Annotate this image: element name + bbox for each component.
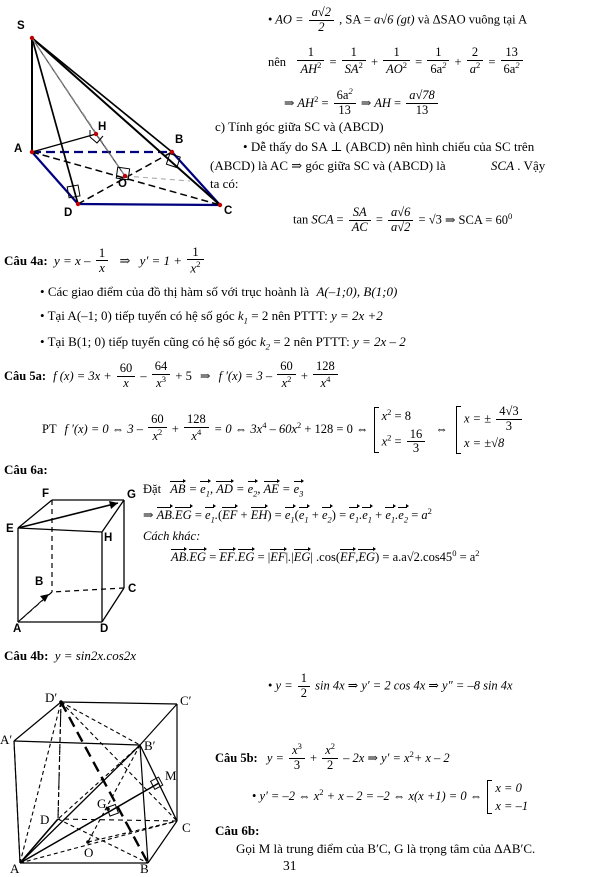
num-13: 13	[501, 46, 523, 61]
vec-EF-3: EF	[270, 550, 286, 565]
vec-EH: EH	[250, 507, 268, 522]
cau5a-pt-x2: $x^2$	[152, 426, 163, 443]
cau4a-num1: 1	[96, 246, 109, 261]
cube2-label-Bp: B′	[144, 738, 156, 753]
cau4a-heading: Câu 4a:	[4, 253, 48, 269]
cau6b-text: Gọi M là trung điểm của B′C, G là trọng tâm của ΔAB′C.	[236, 841, 536, 856]
cube2-DpCp	[61, 702, 177, 704]
ao-den: 2	[318, 19, 325, 34]
bullet-ao: •	[268, 12, 273, 27]
bullet-dot-3: •	[40, 333, 45, 349]
pyramid-diagram	[0, 0, 250, 235]
tan-lead: tan SCA	[293, 212, 334, 227]
bracket-rows-2	[461, 406, 524, 454]
cau5a-pt-zero: = 0 ⇔ $3x^4$	[213, 419, 267, 437]
bracket-rows-5b	[492, 780, 528, 814]
cube2-label-Dp: D′	[45, 690, 58, 705]
cube-diagram-2	[0, 690, 205, 875]
tan-ac: AC	[351, 219, 368, 234]
edge-DC	[78, 204, 220, 205]
cau6a-heading: Câu 6a:	[4, 462, 48, 477]
cau5a-16: 16	[407, 428, 426, 443]
cau4a-yprime: y′ = 1 +	[139, 253, 183, 269]
vec-EF-1: EF	[222, 507, 238, 522]
cau5a-frac-60-x2	[277, 360, 296, 390]
nen-word: nên	[268, 54, 287, 69]
line-ah-result	[284, 87, 600, 117]
tan-a2: a√2	[391, 219, 411, 234]
vertex-dot-B	[170, 150, 174, 154]
vec-EG-3: EG	[237, 550, 255, 565]
ah2-1: $AH^2$	[300, 59, 322, 76]
cau5a-pt-label: PT	[42, 422, 57, 437]
formula-block-ao-ah	[268, 6, 600, 117]
frac-sa-ac	[349, 206, 371, 234]
cau5a-pt-frac60	[148, 413, 167, 443]
vertex-label-D: D	[64, 207, 73, 219]
sao-right-note: và ΔSAO vuông tại A	[417, 12, 528, 27]
cube2-CD-dashed	[58, 819, 177, 821]
num-a78: a√78	[406, 89, 438, 104]
cau6b-heading: Câu 6b:	[215, 823, 260, 838]
cau4a-frac2	[187, 245, 203, 275]
cau5a-mid-iff: ⇔	[435, 422, 448, 437]
implies-2: ⇒	[360, 95, 372, 110]
vertex-label-S: S	[17, 20, 25, 32]
cos-label: .cos	[316, 550, 336, 565]
cau5a-pt-mid: – $60x^2$	[269, 419, 302, 437]
cau4a-b3-text: Tại B(1; 0) tiếp tuyến cũng có hệ số góc	[47, 333, 257, 349]
section-cau4b	[4, 648, 136, 664]
cau5a-plus5: + 5	[175, 368, 192, 383]
cau5a-pt-128: 128	[184, 413, 209, 428]
vec-e3: $e_3$	[293, 482, 304, 499]
cau5a-pt-f: f ′(x) = 0 ⇔ 3 –	[64, 422, 144, 437]
vec-AB-1: AB	[170, 482, 186, 496]
cau5a-fx: f (x) = 3x +	[53, 368, 112, 383]
cau5b-x2: $x^2$	[322, 742, 338, 759]
cube1-label-B: B	[35, 576, 44, 588]
frac-a6-a2	[388, 206, 413, 234]
cau5b-frac-x2-2	[322, 742, 338, 772]
vec-AB-2: AB	[156, 507, 172, 522]
vertex-dot-S	[30, 36, 34, 40]
sa2: $SA^2$	[344, 59, 363, 76]
cau6a-vector-block	[143, 480, 600, 565]
cau4a-b2-text: Tại A(–1; 0) tiếp tuyến có hệ số góc	[47, 308, 235, 324]
dot-product-line: ⇒ $AB.EG = e_1.(EF + EH) = e_1(e_1 + e_2) = e_1.e_1 + e_1.e_2 = a^2$	[143, 505, 432, 525]
vec-e1-5: $e_1$	[349, 507, 360, 525]
cau4b-sin-expr: sin 4x ⇒ y′ = 2 cos 4x ⇒ y″ = –8 sin 4x	[315, 678, 513, 693]
cach-khac-label: Cách khác:	[143, 529, 201, 544]
cau5a-fpx: f ′(x) = 3 –	[218, 368, 273, 383]
cau4a-k2: $k_2 = 2$	[259, 333, 291, 352]
vertex-label-B: B	[175, 134, 184, 146]
vertex-dot-D	[76, 202, 80, 206]
cau4a-eqn2: y = 2x – 2	[352, 333, 406, 349]
cau5b-sol1: x = 0	[495, 780, 522, 795]
c-line2-wrap	[210, 157, 600, 175]
cube1-label-H: H	[104, 532, 113, 544]
cau5a-den3: 3	[505, 418, 513, 433]
vertex-label-A: A	[14, 143, 23, 155]
cube2-BpB	[140, 745, 148, 863]
vec-EG-5: EG	[358, 550, 376, 565]
ah2-lhs: $AH^2$	[297, 93, 319, 110]
ao-fraction	[309, 6, 334, 34]
cau4a-b1-text: Các giao điểm của đồ thị hàm số với trục hoành là	[47, 284, 310, 300]
cau5a-bracket2	[456, 406, 524, 454]
cau5a-60: 60	[117, 362, 136, 377]
eq-2: =	[394, 95, 402, 110]
cau5a-pt-x4: $x^4$	[191, 426, 202, 443]
vec-EF-4: EF	[340, 550, 356, 565]
vec-e1-1: $e_1$	[200, 482, 210, 499]
cau5a-frac-4r3-3	[496, 405, 521, 433]
dot-O	[86, 840, 90, 844]
alt-result: = $a^2$	[459, 548, 480, 565]
sa-label: , SA =	[339, 12, 371, 27]
cau5a-x3: $x^3$	[156, 373, 166, 390]
frac-6a2-13	[334, 87, 356, 117]
cube2-Dp-C	[61, 702, 177, 821]
edge-O-aux	[125, 176, 190, 181]
vec-AB-3: AB	[171, 550, 187, 565]
cube1-label-E: E	[6, 523, 14, 535]
res-a2-1: $a^2$	[421, 505, 432, 522]
cau5a-heading: Câu 5a:	[4, 368, 47, 383]
vertex-label-C: C	[224, 205, 233, 217]
cau5b-b2: y′ = –2 ⇔ $x^2 + x - 2 = -2$ ⇔ x(x +1) = 0 ⇔	[259, 786, 483, 803]
bullet-5b: •	[252, 788, 257, 803]
frac-a78-13	[406, 89, 438, 117]
frac-2-a2	[467, 46, 484, 76]
cube1-arrow-EG	[109, 501, 118, 509]
cau5b-plus: +	[310, 750, 318, 765]
cau4a-eqn1: y = 2x +2	[330, 308, 383, 324]
cube2-O-C	[88, 821, 177, 842]
line-tan-sca: tan SCA = $\frac{SA}{AC}$ = $\frac{a√6}{a√2}$ = √3 ⇒ SCA = $60^0$	[293, 205, 513, 234]
c-line2c: . Vậy	[517, 158, 546, 174]
cube1-CB-dashed	[52, 588, 124, 592]
cau5a-x2: $x^2$	[281, 373, 292, 390]
bullet-dot-2: •	[40, 308, 45, 324]
cube2-label-A: A	[10, 861, 20, 876]
edge-SB-front	[32, 38, 172, 152]
cau5b-frac-x3-3	[289, 742, 305, 772]
one-1: 1	[297, 46, 324, 61]
cau4a-y: y = x –	[53, 253, 91, 269]
dot-Dp	[59, 700, 63, 704]
cube2-label-B: B	[140, 861, 149, 876]
vec-e1-4: $e_1$	[298, 507, 309, 525]
den-6a2: $6a^2$	[430, 59, 447, 76]
one-4: 1	[427, 46, 449, 61]
tan-result: ⇒ SCA = $60^0$	[444, 210, 513, 227]
cau5a-frac-64-x3	[152, 360, 171, 390]
cau4a-bullet1	[40, 284, 474, 300]
cau5a-pt-end: + 128 = 0 ⇔	[304, 422, 369, 437]
cau5a-frac-60-x	[117, 362, 136, 390]
cau5b-3: 3	[293, 757, 301, 772]
cube-diagram-1	[0, 470, 150, 635]
cau5a-br1a: $x^2 = 8$	[381, 406, 411, 423]
bracket-rows-1	[379, 406, 428, 456]
cau5a-frac-128-x4	[313, 360, 338, 390]
cube1-label-C: C	[128, 583, 137, 595]
cube2-label-D: D	[40, 812, 50, 827]
cube2-label-Ap: A′	[0, 732, 13, 747]
cau5b-x3: $x^3$	[289, 742, 305, 759]
line-ao-sa	[268, 6, 600, 34]
line-nen-ah: nên $\frac{1}{AH^2}$ = $\frac{1}{SA^2}$ + $\frac{1}{AO^2}$ = $\frac{1}{6a^2}$ + $\frac{2}{a^2}$ = $\frac{13}{6a^2}$	[268, 46, 600, 76]
cau4a-frac1	[96, 246, 109, 275]
bullet-4b: •	[268, 678, 273, 693]
cau5a-frac-16-3	[407, 428, 426, 456]
c-bullet: •	[243, 138, 248, 154]
cau5a-x: x	[123, 375, 129, 390]
cau5a-br2b: x = ±√8	[463, 436, 505, 451]
cau5a-128: 128	[313, 360, 338, 375]
cau5a-64: 64	[152, 360, 171, 375]
tan-a6: a√6	[388, 206, 413, 221]
cube2-D-B	[58, 819, 148, 863]
cau5a-4root3: 4√3	[496, 405, 521, 420]
vertex-label-O: O	[118, 178, 127, 190]
cube1-HE	[18, 528, 102, 532]
dat-line: Đặt AB = $e_1$, AD = $e_2$, AE = $e_3$	[143, 482, 304, 499]
page-number: 31	[283, 858, 297, 873]
cau4a-heading-line	[4, 245, 474, 275]
cau4a-b2-pttt: nên PTTT:	[271, 308, 328, 324]
vertex-label-H: H	[98, 121, 107, 133]
den-a2: $a^2$	[469, 59, 481, 76]
cau4b-frac	[298, 672, 310, 700]
section-cau4a	[4, 245, 474, 352]
sa-value: a√6	[374, 12, 394, 27]
cube2-Dp-D	[58, 702, 61, 819]
implies-1: ⇒	[284, 95, 295, 110]
num-6a2: $6a^2$	[334, 87, 356, 104]
section-c-angle	[210, 118, 600, 234]
vec-e1-7: $e_1$	[385, 507, 396, 525]
cau5b-bullet	[252, 780, 530, 814]
ao-label: AO =	[275, 12, 304, 27]
cau4b-expr: y = sin2x.cos2x	[54, 648, 137, 663]
cube2-label-O: O	[84, 845, 94, 860]
right-angle-B	[166, 154, 180, 168]
frac-1-6a2	[427, 46, 449, 76]
cube1-label-F: F	[42, 488, 50, 500]
cube1-label-G: G	[127, 489, 136, 501]
section-cau5b	[215, 742, 450, 772]
frac-1-ah2	[297, 46, 324, 76]
cube2-label-C: C	[182, 820, 191, 835]
cau4b-heading: Câu 4b:	[4, 648, 49, 663]
cau4a-num2: 1	[187, 245, 203, 260]
cau5b-sol2: x = –1	[495, 799, 529, 813]
cau5a-3: 3	[412, 441, 420, 456]
cau4a-den1: x	[99, 260, 105, 276]
cau5b-y: y =	[266, 750, 284, 765]
cube2-label-Cp: C′	[180, 693, 192, 708]
cube2-label-M: M	[165, 768, 177, 783]
c-line1: Dễ thấy do SA ⊥ (ABCD) nên hình chiếu của SC trên	[250, 138, 535, 154]
vec-e1-6: $e_1$	[362, 507, 373, 525]
ao-num: a√2	[309, 6, 334, 21]
den-6a2b: $6a^2$	[503, 59, 520, 76]
vec-EF-2: EF	[219, 550, 235, 565]
imp-6a: ⇒	[143, 507, 154, 522]
c-heading: c) Tính góc giữa SC và (ABCD)	[215, 119, 384, 134]
cau5a-implies: ⇒	[199, 368, 211, 383]
cau4b-den: 2	[300, 685, 307, 700]
tan-sa: SA	[349, 206, 371, 221]
vec-e1-3: $e_1$	[284, 507, 295, 525]
den-13b: 13	[415, 102, 429, 117]
cau5a-br1b: $x^2$ = $\frac{16}{3}$	[382, 428, 428, 456]
alt-method-line: AB.EG = EF.EG = |EF|.|EG| $.\cos(EF,EG) = a.a√2.\cos 45^0 = a^2$	[171, 548, 480, 565]
vec-EG-2: EG	[189, 550, 207, 565]
vec-e2-3: $e_2$	[398, 507, 409, 525]
cau5b-bracket	[487, 780, 528, 814]
ao2: $AO^2$	[386, 59, 408, 76]
ah-lhs: AH	[374, 95, 391, 110]
angle-SCA: SCA	[490, 158, 515, 174]
cau4a-bullet2	[40, 308, 474, 326]
cau4a-den2: $x^2$	[190, 259, 201, 276]
cau5b-2: 2	[326, 757, 334, 772]
vec-AE: AE	[263, 482, 279, 496]
frac-1-sa2	[342, 46, 366, 76]
c-line3: ta có:	[210, 175, 239, 191]
pyramid-svg	[0, 0, 250, 235]
alt-value: = $a.a√2.\cos 45^0$	[382, 548, 457, 565]
cube2-ApDp	[14, 702, 61, 741]
bullet-dot-1: •	[40, 284, 45, 300]
section-cau5a	[4, 360, 600, 454]
cau4a-points: A(–1;0), B(1;0)	[316, 284, 398, 300]
dat-word: Đặt	[143, 482, 162, 496]
cube2-label-G: G	[97, 796, 107, 811]
cau4a-bullet3	[40, 334, 474, 352]
cau5a-pt-line: PT f ′(x) = 0 ⇔ 3 – $\frac{60}{x^2}$ + $\frac{128}{x^4}$ = 0 ⇔ $3x^4 - 60x^2 + 128 = 0$ ⇔ $x^2 = 8$ $x^2$ = $\frac{16}{3}$ ⇔ x = ± $\frac{4√3}{3}$ x = ±√8	[42, 406, 600, 454]
cau5b-heading: Câu 5b:	[215, 750, 258, 765]
gt-note: (gt)	[396, 12, 415, 27]
cau5b-tail: – 2x ⇒ $y' = x^2+ x - 2$	[343, 748, 450, 765]
cube1-label-A: A	[13, 623, 22, 635]
cau5a-bracket1	[374, 406, 428, 456]
cube1-label-D: D	[100, 623, 109, 635]
num-2: 2	[467, 46, 484, 61]
cau5a-x4: $x^4$	[320, 373, 331, 390]
cau4b-num: 1	[298, 672, 310, 687]
frac-1-ao2	[383, 46, 410, 76]
cube1-DC	[102, 588, 124, 622]
one-3: 1	[383, 46, 410, 61]
den-13: 13	[338, 102, 351, 117]
vec-e1-2: $e_1$	[205, 507, 215, 525]
c-line1-wrap	[215, 138, 600, 156]
tan-root3: √3	[428, 212, 442, 227]
cau4b-derivatives	[268, 672, 513, 700]
edge-AH	[32, 134, 96, 152]
cau5a-60b: 60	[277, 360, 296, 375]
c-line2a: (ABCD) là AC ⇒ góc giữa SC và (ABCD) là	[210, 158, 446, 174]
vec-e2-1: $e_2$	[247, 482, 258, 499]
cau5a-heading-line: Câu 5a: f (x) = 3x + $\frac{60}{x}$ – $\frac{64}{x^3}$ + 5 ⇒ f ′(x) = 3 – $\frac{60}{x^2}$ + $\frac{128}{x^4}$	[4, 360, 600, 390]
cau4a-implies: ⇒	[119, 253, 131, 269]
cau4b-y: y =	[275, 678, 293, 693]
one-2: 1	[342, 46, 366, 61]
frac-13-6a2	[501, 46, 523, 76]
vec-e2-2: $e_2$	[321, 507, 332, 525]
cau5a-pt-frac128	[184, 413, 209, 443]
cau4a-b3-pttt: nên PTTT:	[293, 333, 350, 349]
vec-EG-1: EG	[175, 507, 192, 522]
vertex-dot-A	[30, 150, 34, 154]
cau5a-br2a: x = ± $\frac{4√3}{3}$	[464, 405, 524, 433]
cau4a-k1: $k_1 = 2$	[237, 308, 269, 326]
eq-1: =	[321, 95, 329, 110]
cau5a-pt-60: 60	[148, 413, 167, 428]
cube2-Bp-O	[88, 745, 140, 842]
vec-AD: AD	[216, 482, 233, 496]
dot-G	[106, 807, 110, 811]
vec-EG-4: EG	[293, 550, 311, 565]
cube2-BpAp	[14, 741, 140, 745]
